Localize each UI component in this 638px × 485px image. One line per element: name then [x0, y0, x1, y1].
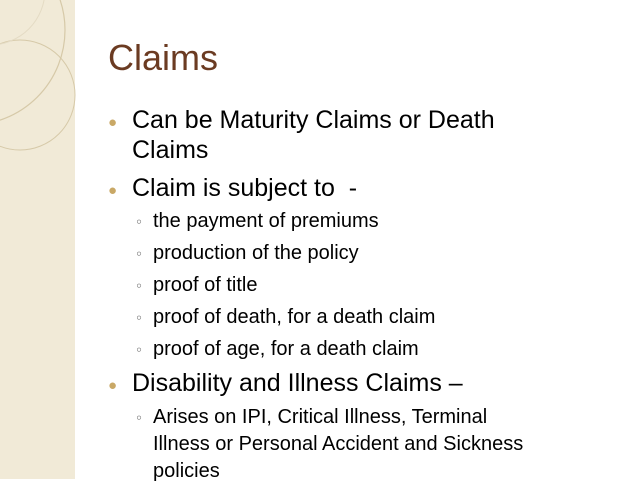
sub-bullet-circle-icon: ◦	[136, 408, 143, 427]
bullet-dot-icon: ●	[108, 182, 118, 199]
sub-bullet-circle-icon: ◦	[136, 308, 143, 327]
bullet-text: Claim is subject to -	[132, 174, 358, 202]
sub-bullet-proof-age	[136, 337, 419, 362]
sub-bullet-proof-title	[136, 273, 258, 298]
bullet-text: Disability and Illness Claims –	[132, 369, 463, 397]
bullet-maturity-death-claims	[108, 105, 495, 165]
sub-bullet-text: production of the policy	[153, 242, 359, 264]
bullet-dot-icon: ●	[108, 377, 118, 394]
sub-bullet-text: the payment of premiums	[153, 210, 379, 232]
sub-bullet-text: proof of age, for a death claim	[153, 338, 419, 360]
sub-bullet-circle-icon: ◦	[136, 276, 143, 295]
sub-bullet-circle-icon: ◦	[136, 212, 143, 231]
sub-bullet-text: proof of death, for a death claim	[153, 306, 436, 328]
sub-bullet-circle-icon: ◦	[136, 340, 143, 359]
bullet-text: Can be Maturity Claims or Death Claims	[132, 106, 495, 164]
bullet-claim-subject-to	[108, 173, 357, 203]
sub-bullet-circle-icon: ◦	[136, 244, 143, 263]
sub-bullet-production-policy	[136, 241, 359, 266]
bullet-dot-icon: ●	[108, 114, 118, 131]
sub-bullet-proof-death	[136, 305, 435, 330]
bullet-disability-illness-claims	[108, 368, 463, 398]
slide-title: Claims	[108, 37, 219, 78]
sub-bullet-text: proof of title	[153, 274, 258, 296]
sub-bullet-payment-premiums	[136, 209, 379, 234]
sub-bullet-text: Arises on IPI, Critical Illness, Terminal Illness or Personal Accident and Sickness policies	[153, 406, 524, 482]
sub-bullet-arises-on	[136, 404, 523, 485]
